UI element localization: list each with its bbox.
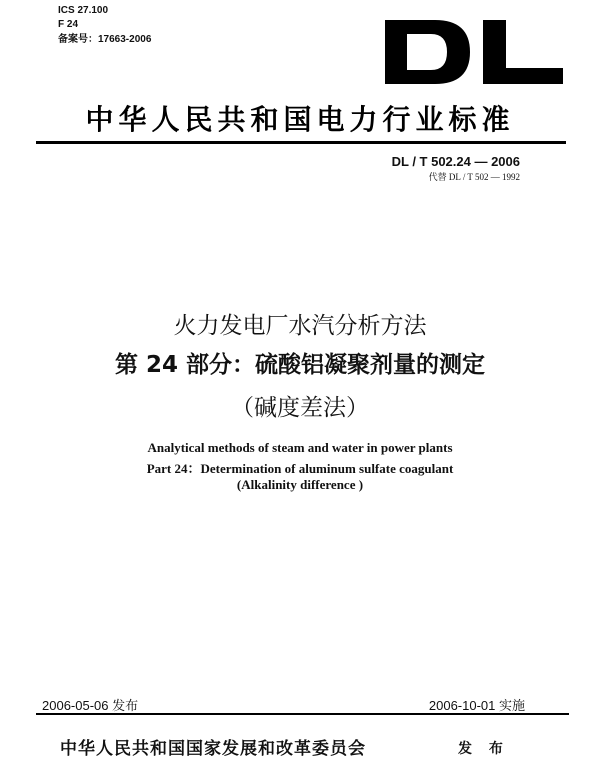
title-en-line-1: Analytical methods of steam and water in power plants: [147, 440, 453, 455]
title-en-line-2: Part 24：Determination of aluminum sulfate coagulant: [146, 461, 454, 476]
replaces-standard: 代替 DL / T 502 — 1992: [428, 172, 520, 182]
record-number: 备案号：17663-2006: [58, 34, 152, 45]
title-cn-line-3: （碱度差法）: [231, 395, 369, 421]
title-cn-line-2: 第 24 部分：硫酸铝凝聚剂量的测定: [114, 352, 486, 378]
footer-divider: [36, 713, 569, 715]
publish-label: 发 布: [458, 741, 509, 757]
issue-date: 2006-05-06 发布: [42, 698, 139, 713]
ics-code: ICS 27.100: [58, 5, 109, 16]
logo-letter-l: [483, 20, 563, 84]
organization-title: 中华人民共和国电力行业标准: [85, 103, 515, 136]
title-cn-line-1: 火力发电厂水汽分析方法: [173, 313, 427, 339]
logo-letter-d: [385, 20, 470, 84]
standard-number: DL / T 502.24 — 2006: [391, 154, 520, 169]
implementation-date: 2006-10-01 实施: [428, 698, 525, 713]
header-divider: [36, 141, 566, 144]
dl-logo: [385, 18, 565, 88]
classification-code: F 24: [58, 19, 79, 30]
title-en-line-3: (Alkalinity difference ): [236, 477, 364, 492]
publisher-name: 中华人民共和国国家发展和改革委员会: [60, 739, 366, 759]
